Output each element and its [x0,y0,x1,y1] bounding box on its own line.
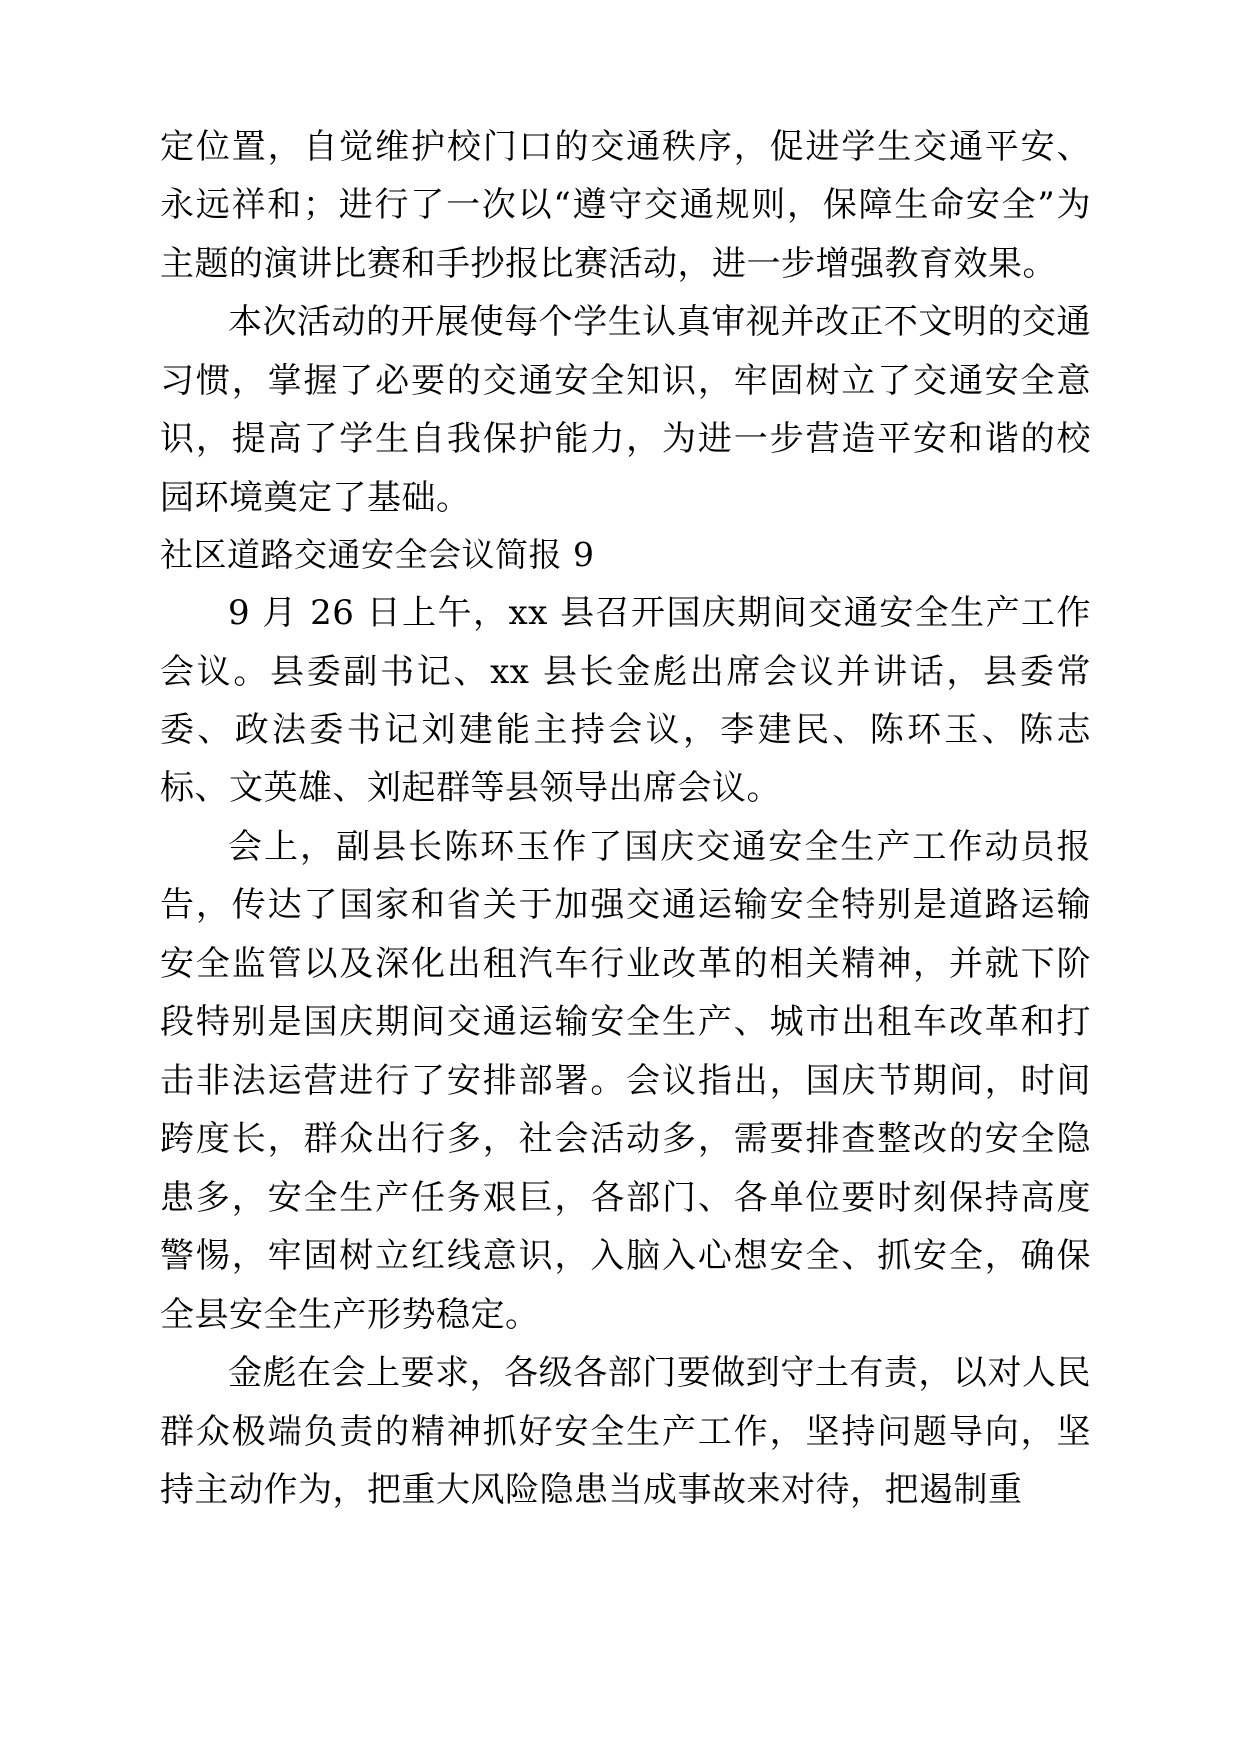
paragraph-requirements: 金彪在会上要求，各级各部门要做到守土有责，以对人民群众极端负责的精神抓好安全生产工作，坚持问题导向，坚持主动作为，把重大风险隐患当成事故来对待，把遏制重 [160,1353,1091,1511]
paragraph-activity-summary: 本次活动的开展使每个学生认真审视并改正不文明的交通习惯，掌握了必要的交通安全知识，牢固树立了交通安全意识，提高了学生自我保护能力，为进一步营造平安和谐的校园环境奠定了基础。 [160,302,1091,518]
paragraph-continued: 定位置，自觉维护校门口的交通秩序，促进学生交通平安、永远祥和；进行了一次以“遵守交通规则，保障生命安全”为主题的演讲比赛和手抄报比赛活动，进一步增强教育效果。 [160,127,1091,284]
paragraph-meeting-report: 会上，副县长陈环玉作了国庆交通安全生产工作动员报告，传达了国家和省关于加强交通运输安全特别是道路运输安全监管以及深化出租汽车行业改革的相关精神，并就下阶段特别是国庆期间交通运输安全生产、城市出租车改革和打击非法运营进行了安排部署。会议指出，国庆节期间，时间跨度长，群众出行多，社会活动多，需要排查整改的安全隐患多，安全生产任务艰巨，各部门、各单位要时刻保持高度警惕，牢固树立红线意识，入脑入心想安全、抓安全，确保全县安全生产形势稳定。 [160,826,1091,1335]
document-body [160,118,1091,1520]
section-heading: 社区道路交通安全会议简报 9 [160,535,595,575]
paragraph-meeting-intro: 9 月 26 日上午，xx 县召开国庆期间交通安全生产工作会议。县委副书记、xx 县长金彪出席会议并讲话，县委常委、政法委书记刘建能主持会议，李建民、陈环玉、陈志标、文英雄、刘起群等县领导出席会议。 [160,593,1091,809]
